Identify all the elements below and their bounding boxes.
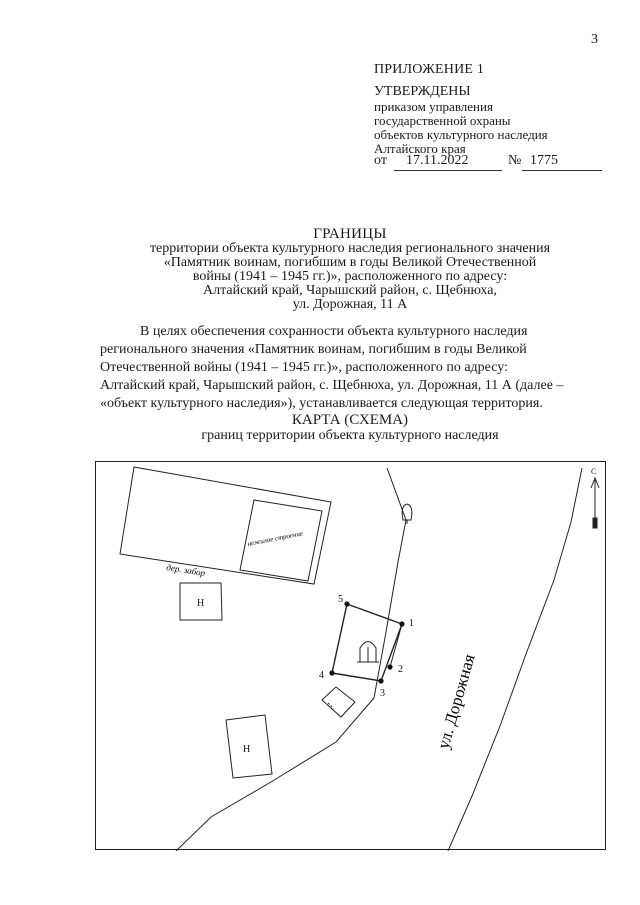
street-label: ул. Дорожная (433, 652, 479, 752)
house-1-label: Н (197, 598, 205, 609)
paragraph-line-1: В целях обеспечения сохранности объекта культурного наследия (140, 324, 528, 339)
boundaries-line-5: ул. Дорожная, 11 А (292, 297, 408, 312)
map-subtitle: границ территории объекта культурного наследия (201, 428, 499, 443)
order-date-number-row (374, 153, 604, 175)
point-label-2: 2 (398, 664, 403, 675)
boundaries-line-1: территории объекта культурного наследия регионального значения (149, 241, 551, 256)
order-date: 17.11.2022 (406, 153, 469, 168)
shed (322, 687, 355, 717)
boundary-point-2 (387, 664, 392, 669)
approved-line-2: государственной охраны (374, 113, 511, 128)
site-plan-map (96, 462, 607, 851)
date-prefix: от (374, 153, 387, 168)
boundary-point-1 (399, 621, 404, 626)
appendix-title: ПРИЛОЖЕНИЕ 1 (374, 62, 485, 77)
paragraph-line-2: регионального значения «Памятник воинам, погибшим в годы Великой (100, 342, 527, 357)
map-title: КАРТА (СХЕМА) (291, 412, 409, 428)
approved-line-3: объектов культурного наследия (374, 127, 548, 142)
map-frame (95, 461, 606, 850)
point-label-5: 5 (338, 594, 343, 605)
boundaries-line-3: войны (1941 – 1945 гг.)», расположенного по адресу: (192, 269, 508, 284)
boundary-point-5 (344, 601, 349, 606)
intro-paragraph (100, 323, 604, 413)
point-label-1: 1 (409, 618, 414, 629)
boundary-point-4 (329, 670, 334, 675)
approved-title: УТВЕРЖДЕНЫ (374, 84, 471, 99)
north-label: С (591, 467, 597, 476)
order-number: 1775 (530, 153, 558, 168)
house-2-label: Н (243, 744, 251, 755)
point-label-4: 4 (319, 670, 324, 681)
boundary-point-3 (378, 678, 383, 683)
number-prefix: № (508, 153, 522, 168)
boundaries-heading: ГРАНИЦЫ (313, 226, 387, 242)
road-west-edge (176, 468, 406, 851)
boundaries-line-2: «Памятник воинам, погибшим в годы Великой Отечественной (163, 255, 537, 270)
paragraph-line-4: Алтайский край, Чарышский район, с. Щебнюха, ул. Дорожная, 11 А (далее – (100, 378, 564, 393)
paragraph-line-3: Отечественной войны (1941 – 1945 гг.)», расположенного по адресу: (100, 360, 508, 375)
point-label-3: 3 (380, 688, 385, 699)
approved-line-1: приказом управления (374, 99, 493, 114)
approved-line-4: Алтайского края (374, 141, 466, 156)
large-plot (120, 467, 331, 584)
page-number: 3 (591, 32, 598, 47)
boundaries-line-4: Алтайский край, Чарышский район, с. Щебнюха, (203, 283, 497, 298)
object-boundary (332, 604, 402, 681)
boundary-segment-1-2 (390, 624, 402, 667)
paragraph-line-5: «объект культурного наследия»), устанавливается следующая территория. (100, 396, 543, 411)
fence-label: дер. забор (165, 562, 206, 579)
building-label: нежилое строение (246, 529, 304, 548)
